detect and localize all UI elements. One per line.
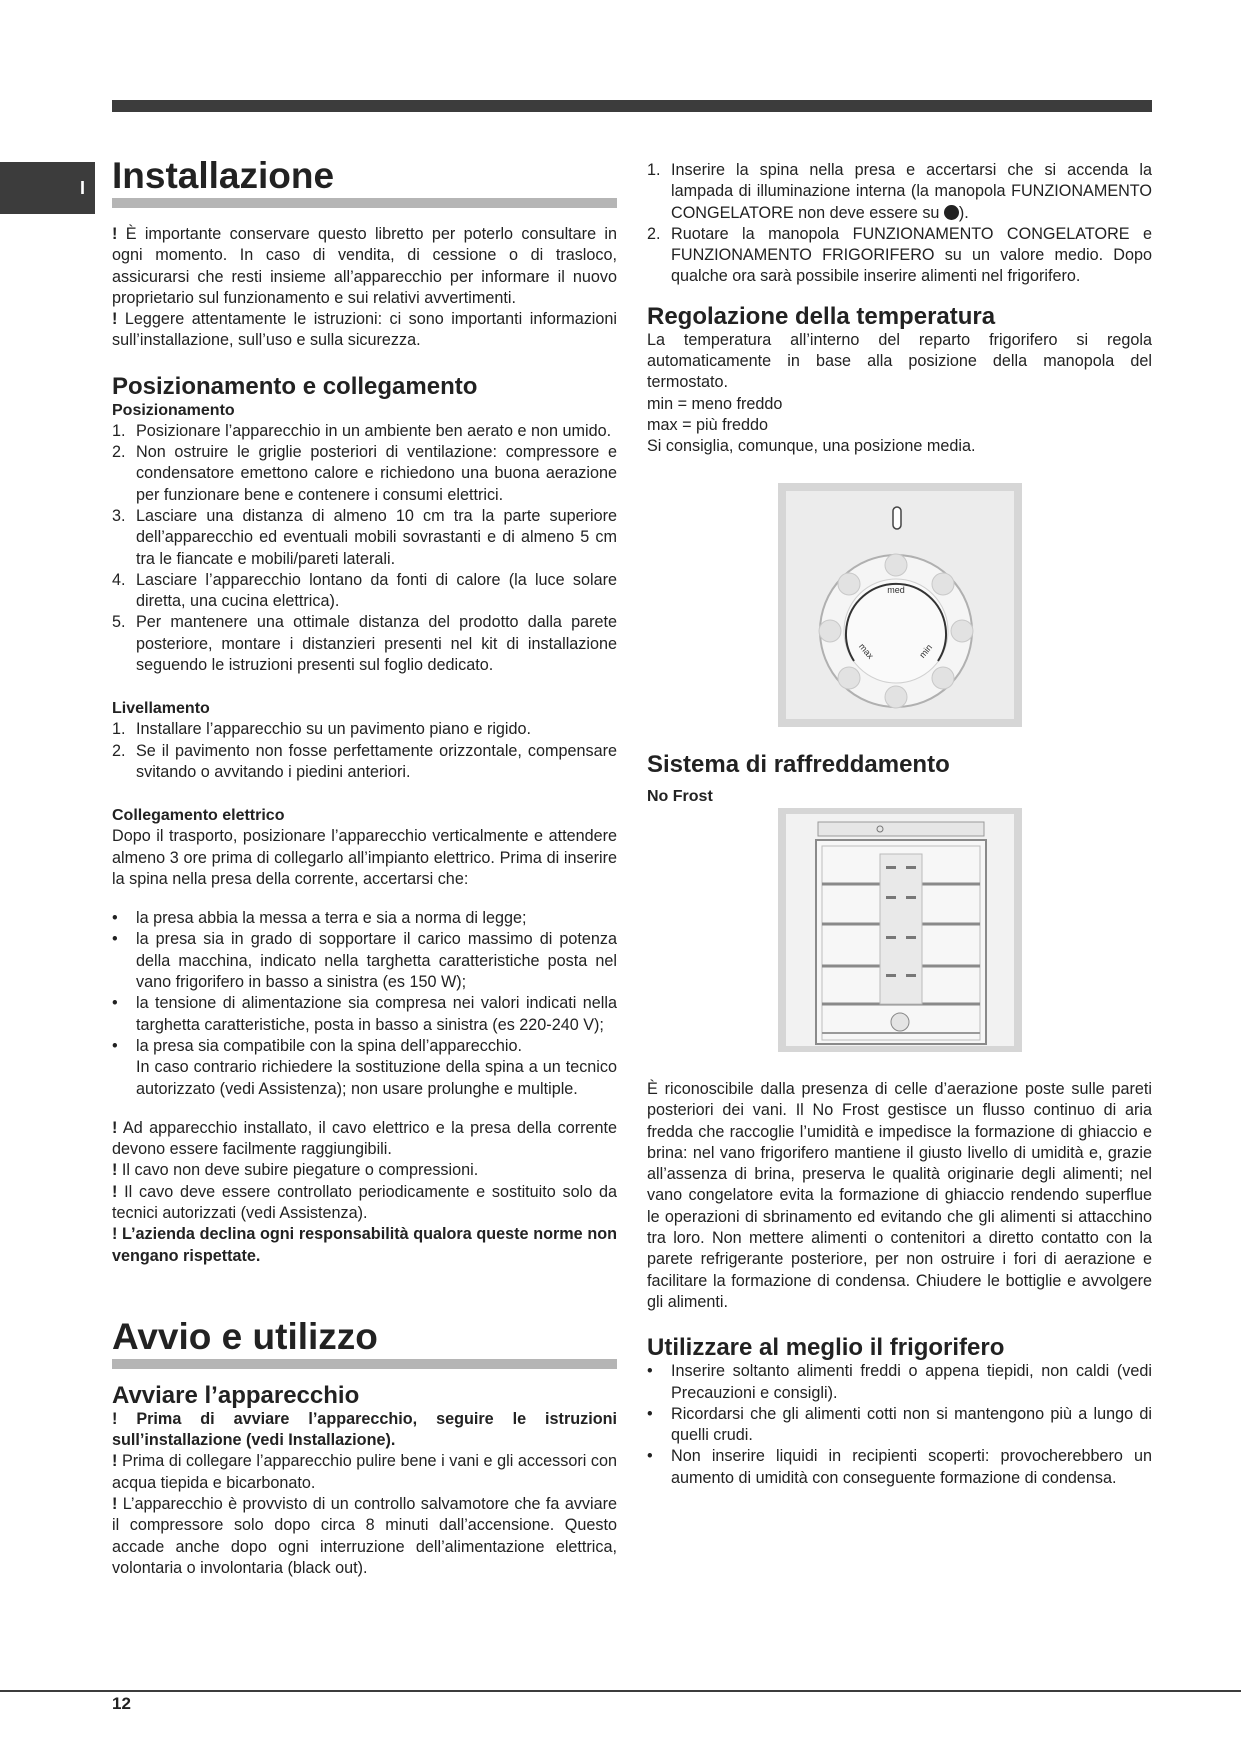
intro-paragraph: ! È importante conservare questo libretto per poterlo consultare in ogni momento. In caso di vendita, di cessione o di trasloco, assicurarsi che resti insieme all’apparecchio per informare il nuovo proprietario sul funzionamento e sui relativi avvertimenti.: [112, 225, 617, 307]
note-paragraph: ! L’apparecchio è provvisto di un controllo salvamotore che fa avviare il compressore solo dopo circa 8 minuti dall’accensione. Questo accade anche dopo ogni interruzione dell’alimentazione elettrica, volontaria o involontaria (black out).: [112, 1495, 617, 1577]
advice-text: Si consiglia, comunque, una posizione media.: [647, 437, 976, 456]
utilizzare-bullets: [647, 1361, 1152, 1489]
black-dot-icon: [944, 205, 959, 220]
list-item: 1. Posizionare l’apparecchio in un ambiente ben aerato e non umido.: [112, 421, 612, 440]
list-item: 1. Inserire la spina nella presa e accertarsi che si accenda la lampada di illuminazione interna (la manopola FUNZIONAMENTO CONGELATORE non deve essere su ).: [647, 161, 1152, 222]
subsection-title-regolazione: Regolazione della temperatura: [647, 302, 996, 330]
dial-label-max: max: [856, 641, 876, 661]
thermostat-dial-icon: [778, 483, 1022, 727]
final-warning: ! L’azienda declina ogni responsabilità qualora queste norme non vengano rispettate.: [112, 1225, 617, 1265]
posizionamento-list: [112, 421, 617, 677]
list-item: 2. Ruotare la manopola FUNZIONAMENTO CONGELATORE e FUNZIONAMENTO FRIGORIFERO su un valore medio. Dopo qualche ora sarà possibile inserire alimenti nel frigorifero.: [647, 224, 1152, 286]
warning-paragraph: ! Ad apparecchio installato, il cavo elettrico e la presa della corrente devono essere facilmente raggiungibili.: [112, 1118, 617, 1159]
no-frost-text: È riconoscibile dalla presenza di celle d’aerazione poste sulle pareti posteriori dei vani. Il No Frost gestisce un flusso continuo di aria fredda che raccoglie l’umidità e impedisce la formazione di ghiaccio e brina: nel vano frigorifero mantiene il giusto livello di umidità e, grazie all’assenza di brina, preserva le qualità originarie degli alimenti; nel vano congelatore evita la formazione di ghiaccio rendendo superflue le operazioni di sbrinamento ed evitando che gli alimenti si attacchino tra loro. Non mettere alimenti o contenitori a diretto contatto con la parete refrigerante posteriore, per non ostruire i fori di aerazione e facilitare la formazione di condensa. Chiudere le bottiglie e avvolgere gli alimenti.: [647, 1080, 1152, 1311]
footer-rule: [0, 1690, 1241, 1692]
right-column-lower: [647, 1079, 1152, 1489]
subsection-title-sistema: Sistema di raffreddamento: [647, 751, 950, 778]
right-column: [647, 160, 1152, 458]
intro-paragraph: ! Leggere attentamente le istruzioni: ci sono importanti informazioni sull’installazione, sull’uso e sulla sicurezza.: [112, 310, 617, 350]
left-column: [112, 156, 617, 1579]
regolazione-text: La temperatura all’interno del reparto frigorifero si regola automaticamente in base alla posizione della manopola del termostato.: [647, 330, 1152, 392]
list-item: • la presa abbia la messa a terra e sia a norma di legge;: [112, 909, 527, 928]
list-item: 4. Lasciare l’apparecchio lontano da fonti di calore (la luce solare diretta, una cucina elettrica).: [112, 570, 617, 611]
subheading-collegamento: Collegamento elettrico: [112, 807, 285, 825]
max-legend: max = più freddo: [647, 415, 769, 434]
list-item: • la presa sia in grado di sopportare il carico massimo di potenza della macchina, indicato nella targhetta caratteristiche posta nel vano frigorifero in basso a sinistra (es 150 W);: [112, 930, 617, 992]
min-legend: min = meno freddo: [647, 394, 783, 413]
list-item: • Non inserire liquidi in recipienti scoperti: provocherebbero un aumento di umidità con conseguente formazione di condensa.: [647, 1447, 1152, 1487]
avvio-steps: [647, 160, 1152, 288]
subheading-no-frost: No Frost: [647, 788, 713, 805]
warning-paragraph: ! Il cavo deve essere controllato periodicamente e sostituito solo da tecnici autorizzati (vedi Assistenza).: [112, 1182, 617, 1222]
header-bar: [112, 100, 1152, 112]
note-paragraph: ! Prima di collegare l’apparecchio pulire bene i vani e gli accessori con acqua tiepida e bicarbonato.: [112, 1452, 617, 1492]
subsection-title-utilizzare: Utilizzare al meglio il frigorifero: [647, 1334, 1005, 1362]
list-item: 5. Per mantenere una ottimale distanza del prodotto dalla parete posteriore, montare i distanzieri presenti nel kit di installazione seguendo le istruzioni presenti sul foglio dedicato.: [112, 613, 617, 675]
fridge-interior-figure: [778, 808, 1022, 1052]
bold-warning: ! Prima di avviare l’apparecchio, seguire le istruzioni sull’installazione (vedi Installazione).: [112, 1409, 617, 1450]
section-title-installazione: Installazione: [112, 156, 617, 208]
language-tab: I: [0, 162, 95, 214]
dial-label-med: med: [887, 585, 905, 595]
list-item: 2. Se il pavimento non fosse perfettamente orizzontale, compensare svitando o avvitando i piedini anteriori.: [112, 741, 617, 781]
section-title-avvio: Avvio e utilizzo: [112, 1317, 617, 1369]
page-number: 12: [112, 1694, 131, 1713]
subheading-posizionamento: Posizionamento: [112, 401, 235, 419]
collegamento-bullets: [112, 908, 617, 1100]
livellamento-list: [112, 719, 617, 783]
warning-paragraph: ! Il cavo non deve subire piegature o compressioni.: [112, 1161, 479, 1180]
collegamento-intro: Dopo il trasporto, posizionare l’apparecchio verticalmente e attendere almeno 3 ore prima di collegarlo all’impianto elettrico. Prima di inserire la spina nella presa della corrente, accertarsi che:: [112, 827, 617, 888]
right-column-sistema: [647, 752, 1152, 807]
subsection-title-posizionamento: Posizionamento e collegamento: [112, 372, 478, 400]
dial-label-min: min: [917, 642, 935, 660]
list-item: • Inserire soltanto alimenti freddi o appena tiepidi, non caldi (vedi Precauzioni e consigli).: [647, 1362, 1152, 1402]
list-item: 1. Installare l’apparecchio su un pavimento piano e rigido.: [112, 720, 532, 739]
list-item-continuation: In caso contrario richiedere la sostituzione della spina a un tecnico autorizzato (vedi Assistenza); non usare prolunghe e multiple.: [136, 1058, 617, 1098]
list-item: 2. Non ostruire le griglie posteriori di ventilazione: compressore e condensatore emettono calore e richiedono una buona aerazione per funzionare bene e contenere i consumi elettrici.: [112, 443, 617, 504]
list-item: • la tensione di alimentazione sia compresa nei valori indicati nella targhetta caratteristiche, posta in basso a sinistra (es 220-240 V);: [112, 994, 617, 1034]
subsection-title-avviare: Avviare l’apparecchio: [112, 1381, 360, 1409]
fridge-interior-icon: [778, 808, 1022, 1052]
list-item: • Ricordarsi che gli alimenti cotti non si mantengono più a lungo di quelli crudi.: [647, 1404, 1152, 1445]
subheading-livellamento: Livellamento: [112, 700, 210, 718]
list-item: 3. Lasciare una distanza di almeno 10 cm tra la parte superiore dell’apparecchio ed eventuali mobili sovrastanti e di almeno 5 cm tra le fiancate e mobili/pareti laterali.: [112, 506, 617, 568]
thermostat-figure: [778, 483, 1022, 727]
list-item: • la presa sia compatibile con la spina dell’apparecchio.: [112, 1036, 523, 1055]
